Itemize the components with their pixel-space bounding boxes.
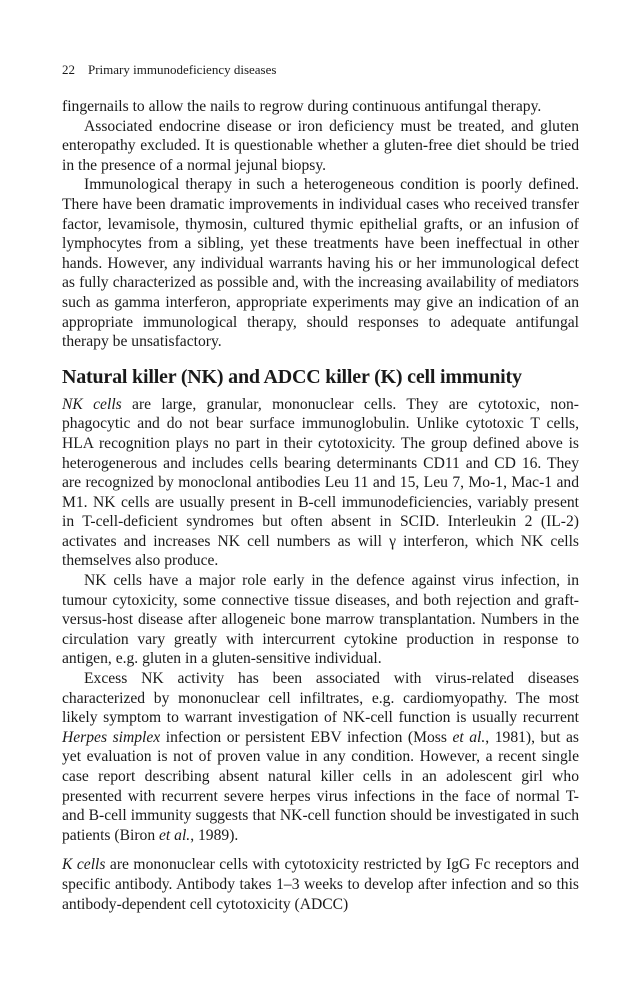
paragraph-k-cells: [62, 855, 579, 914]
section-heading: Natural killer (NK) and ADCC killer (K) cell immunity: [62, 365, 522, 388]
text-run: , 1981), but as yet evaluation is not of proven value in any condition. However, a recent single case report describing absent natural killer cells in an adolescent girl who presented with recurrent severe herpes virus infections in the face of normal T- and B-cell immunity suggests that NK-cell function should be investigated in such patients (Biron: [62, 728, 579, 844]
text-run: Excess NK activity has been associated with virus-related diseases characterized by mononuclear cell infiltrates, e.g. cardiomyopathy. The most likely symptom to warrant investigation of NK-cell function is usually recurrent: [62, 670, 579, 727]
running-head: [62, 62, 579, 78]
paragraph-text: are large, granular, mononuclear cells. They are cytotoxic, non-phagocytic and do not bear surface immunoglobulin. Unlike cytotoxic T cells, HLA recognition plays no part in their cytotoxicity. The group defined above is heterogenerous and includes cells bearing determinants CD11 and CD 16. They are recognized by monoclonal antibodies Leu 11 and 15, Leu 7, Mo-1, Mac-1 and M1. NK cells are usually present in B-cell immunodeficiencies, variably present in T-cell-deficient syndromes but often absent in SCID. Interleukin 2 (IL-2) activates and increases NK cell numbers as will γ interferon, which NK cells themselves also produce.: [62, 395, 579, 570]
paragraph: [62, 669, 579, 845]
text-run: infection or persistent EBV infection (Moss: [160, 728, 453, 746]
paragraph: Associated endocrine disease or iron deficiency must be treated, and gluten enteropathy excluded. It is questionable whether a gluten-free diet should be tried in the presence of a normal jejunal biopsy.: [62, 117, 579, 174]
text-run: , 1989).: [190, 826, 239, 844]
term-herpes-simplex: Herpes simplex: [62, 728, 161, 746]
paragraph: Immunological therapy in such a heterogeneous condition is poorly defined. There have been dramatic improvements in individual cases who received transfer factor, levamisole, thymosin, cultured thymic epithelial grafts, or an infusion of lymphocytes from a sibling, yet these treatments have been ineffectual in other hands. However, any individual warrants having his or her immunological defect as fully characterized as possible and, with the increasing availability of mediators such as gamma interferon, appropriate experiments may give an indication of an appropriate immunological therapy, should responses to adequate antifungal therapy be unsatisfactory.: [62, 176, 579, 351]
citation-et-al: et al.: [452, 728, 486, 746]
page: [62, 62, 579, 914]
paragraph: fingernails to allow the nails to regrow during continuous antifungal therapy.: [62, 98, 542, 115]
term-nk-cells: NK cells: [62, 395, 122, 413]
paragraph: NK cells have a major role early in the defence against virus infection, in tumour cytoxicity, some connective tissue diseases, and both rejection and graft-versus-host disease after allogeneic bone marrow transplantation. Numbers in the circulation vary greatly with intercurrent cytokine production in response to antigen, e.g. gluten in a gluten-sensitive individual.: [62, 572, 579, 668]
running-title: Primary immunodeficiency diseases: [88, 62, 277, 77]
page-number: 22: [62, 62, 75, 77]
citation-et-al: et al.: [159, 826, 191, 844]
paragraph-text: are mononuclear cells with cytotoxicity restricted by IgG Fc receptors and specific antibody. Antibody takes 1–3 weeks to develop after infection and so this antibody-dependent cell cytotoxicity (ADCC): [62, 856, 579, 913]
paragraph-nk-cells: [62, 395, 579, 571]
term-k-cells: K cells: [62, 856, 106, 874]
